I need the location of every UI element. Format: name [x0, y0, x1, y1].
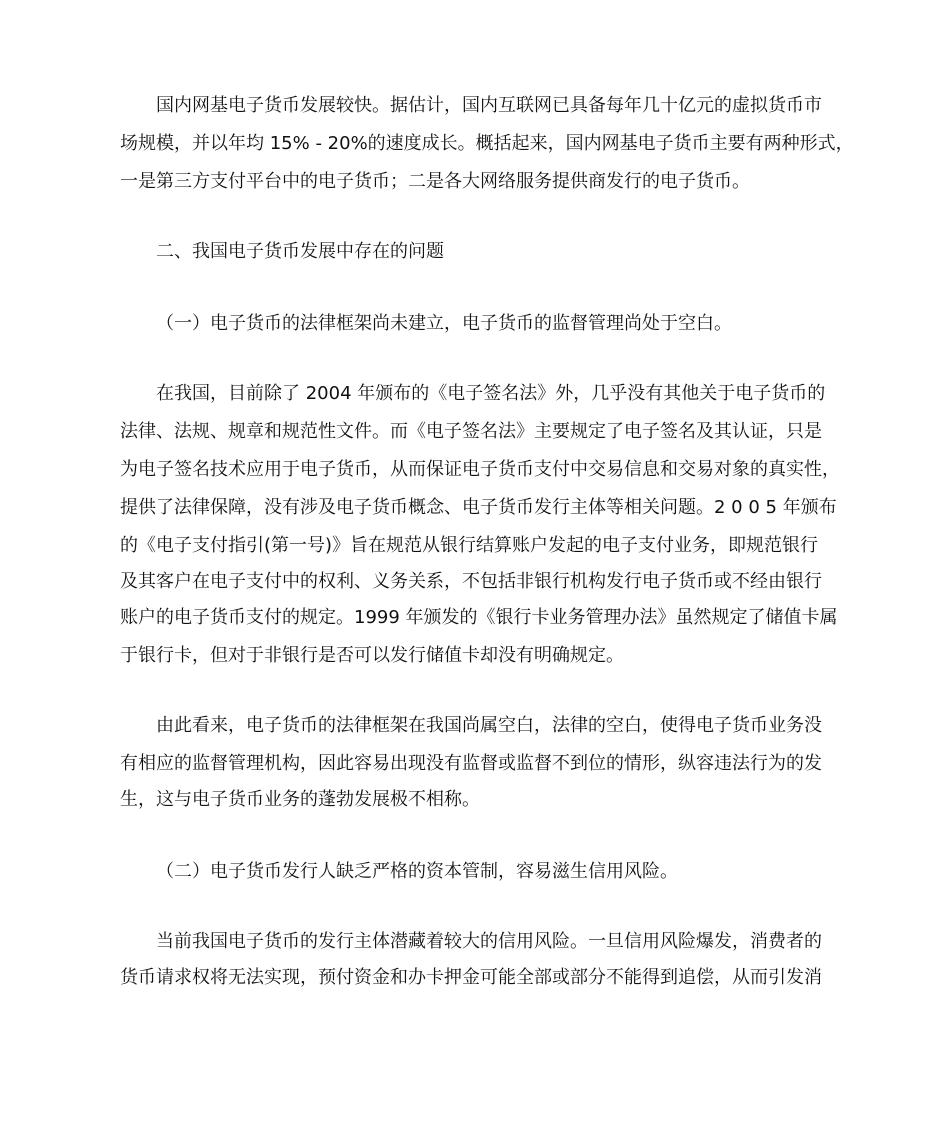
text-line: 有相应的监督管理机构，因此容易出现没有监督或监督不到位的情形，纵容违法行为的发 [120, 753, 822, 774]
text-line: 一是第三方支付平台中的电子货币；二是各大网络服务提供商发行的电子货币。 [120, 171, 750, 192]
text-line: 的《电子支付指引(第一号)》旨在规范从银行结算账户发起的电子支付业务，即规范银行 [120, 535, 819, 556]
text-line: 场规模，并以年均 15% - 20%的速度成长。概括起来，国内网基电子货币主要有两种形式， [120, 133, 854, 154]
text-line: 当前我国电子货币的发行主体潜藏着较大的信用风险。一旦信用风险爆发，消费者的 [156, 931, 822, 952]
text-line: 账户的电子货币支付的规定。1999 年颁发的《银行卡业务管理办法》虽然规定了储值卡属 [120, 607, 838, 628]
text-line: 由此看来，电子货币的法律框架在我国尚属空白，法律的空白，使得电子货币业务没 [156, 715, 822, 736]
text-line: 于银行卡，但对于非银行是否可以发行储值卡却没有明确规定。 [120, 645, 624, 666]
section-heading: 二、我国电子货币发展中存在的问题 [156, 241, 444, 262]
text-line: 生，这与电子货币业务的蓬勃发展极不相称。 [120, 789, 480, 810]
text-line: 法律、法规、规章和规范性文件。而《电子签名法》主要规定了电子签名及其认证，只是 [120, 421, 822, 442]
subsection-heading: （一）电子货币的法律框架尚未建立，电子货币的监督管理尚处于空白。 [156, 313, 732, 334]
text-line: 国内网基电子货币发展较快。据估计，国内互联网已具备每年几十亿元的虚拟货币市 [156, 95, 822, 116]
text-line: 及其客户在电子支付中的权利、义务关系，不包括非银行机构发行电子货币或不经由银行 [120, 571, 822, 592]
text-line: 货币请求权将无法实现，预付资金和办卡押金可能全部或部分不能得到追偿，从而引发消 [120, 967, 822, 988]
text-line: 在我国，目前除了 2004 年颁布的《电子签名法》外，几乎没有其他关于电子货币的 [156, 383, 826, 404]
subsection-heading: （二）电子货币发行人缺乏严格的资本管制，容易滋生信用风险。 [156, 861, 678, 882]
text-line: 为电子签名技术应用于电子货币，从而保证电子货币支付中交易信息和交易对象的真实性， [120, 459, 840, 480]
text-line: 提供了法律保障，没有涉及电子货币概念、电子货币发行主体等相关问题。2 0 0 5 年颁布 [120, 497, 837, 518]
